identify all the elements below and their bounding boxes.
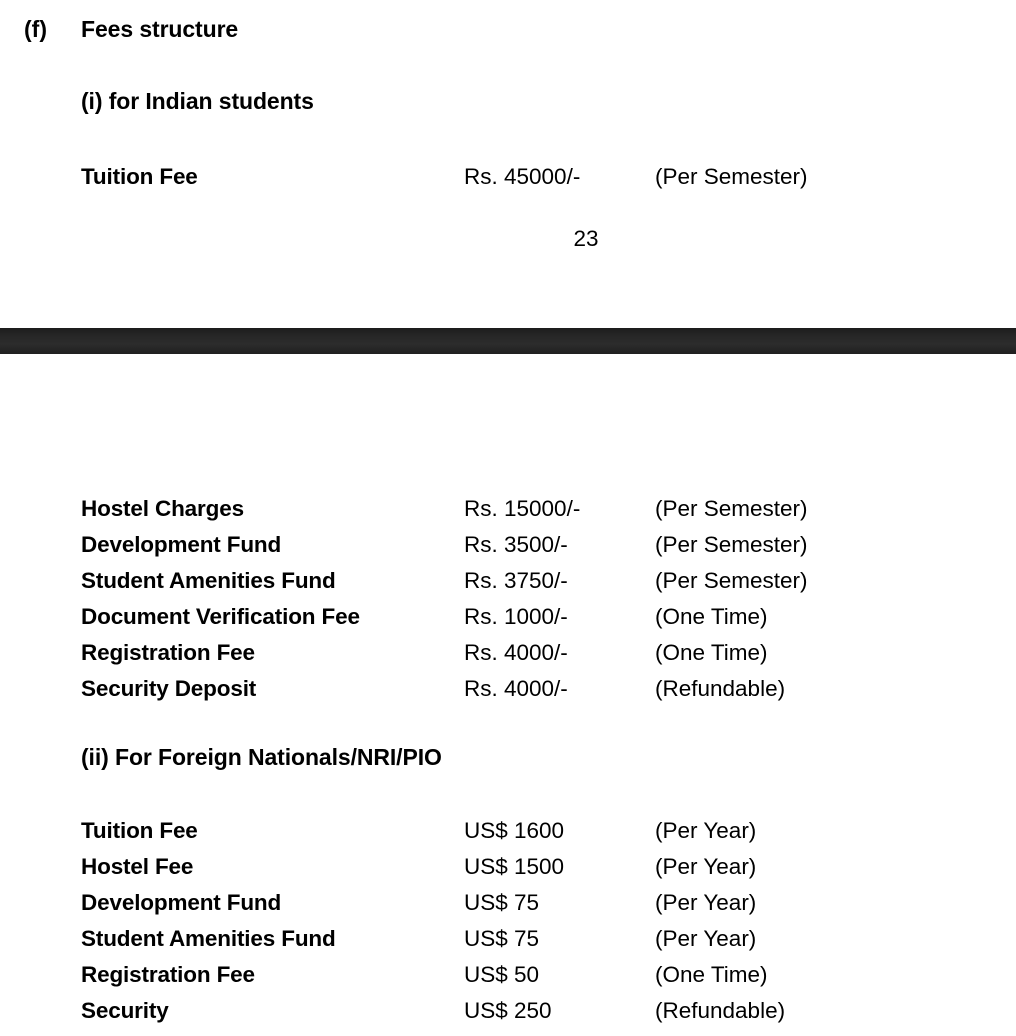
- table-row: [0, 159, 1016, 195]
- indian-fee-label: Student Amenities Fund: [81, 568, 336, 593]
- indian-fee-label: Document Verification Fee: [81, 604, 360, 629]
- foreign-fee-note: (Per Year): [655, 818, 757, 843]
- table-row: [0, 527, 1016, 563]
- indian-fee-note: (Per Semester): [655, 496, 808, 521]
- indian-fee-label: Registration Fee: [81, 640, 255, 665]
- foreign-fee-label: Security: [81, 998, 169, 1023]
- table-row: [0, 957, 1016, 993]
- foreign-fee-amount: US$ 75: [464, 890, 540, 915]
- page-number: 23: [573, 226, 599, 251]
- foreign-fee-note: (One Time): [655, 962, 768, 987]
- foreign-fee-amount: US$ 75: [464, 926, 540, 951]
- indian-fee-label: Security Deposit: [81, 676, 257, 701]
- table-row: [0, 921, 1016, 957]
- table-row: [0, 491, 1016, 527]
- indian-fee-label: Hostel Charges: [81, 496, 244, 521]
- page-separator-band: [0, 328, 1016, 354]
- indian-fee-amount: Rs. 15000/-: [464, 496, 581, 521]
- foreign-fee-amount: US$ 1600: [464, 818, 565, 843]
- indian-fee-amount: Rs. 4000/-: [464, 676, 568, 701]
- foreign-fee-amount: US$ 250: [464, 998, 552, 1023]
- foreign-nationals-heading: (ii) For Foreign Nationals/NRI/PIO: [81, 744, 442, 770]
- indian-fee-amount: Rs. 1000/-: [464, 604, 568, 629]
- indian-fee-amount: Rs. 3500/-: [464, 532, 568, 557]
- page-title: Fees structure: [81, 16, 239, 42]
- indian-fee-note: (Per Semester): [655, 532, 808, 557]
- table-row: [0, 599, 1016, 635]
- foreign-fee-label: Tuition Fee: [81, 818, 198, 843]
- indian-fee-amount: Rs. 3750/-: [464, 568, 568, 593]
- foreign-fee-note: (Per Year): [655, 890, 757, 915]
- foreign-fee-amount: US$ 50: [464, 962, 540, 987]
- indian-fee-note: (One Time): [655, 640, 768, 665]
- foreign-fee-note: (Per Year): [655, 926, 757, 951]
- indian-fee-note: (One Time): [655, 604, 768, 629]
- indian-fee-label: Tuition Fee: [81, 164, 198, 189]
- indian-fee-note: (Per Semester): [655, 568, 808, 593]
- indian-fees-table-lower: [0, 491, 1016, 707]
- indian-fee-note: (Per Semester): [655, 164, 808, 189]
- foreign-fee-amount: US$ 1500: [464, 854, 565, 879]
- indian-fee-label: Development Fund: [81, 532, 282, 557]
- indian-students-heading: (i) for Indian students: [81, 88, 314, 114]
- section-marker: (f): [24, 16, 47, 42]
- table-row: [0, 563, 1016, 599]
- indian-fee-note: (Refundable): [655, 676, 786, 701]
- foreign-fee-label: Student Amenities Fund: [81, 926, 336, 951]
- table-row: [0, 813, 1016, 849]
- table-row: [0, 849, 1016, 885]
- indian-fee-amount: Rs. 45000/-: [464, 164, 581, 189]
- table-row: [0, 635, 1016, 671]
- foreign-fees-table: [0, 813, 1016, 1029]
- foreign-fee-label: Registration Fee: [81, 962, 255, 987]
- table-row: [0, 671, 1016, 707]
- table-row: [0, 993, 1016, 1029]
- foreign-fee-label: Development Fund: [81, 890, 282, 915]
- table-row: [0, 885, 1016, 921]
- foreign-fee-note: (Per Year): [655, 854, 757, 879]
- indian-fee-amount: Rs. 4000/-: [464, 640, 568, 665]
- foreign-fee-note: (Refundable): [655, 998, 786, 1023]
- indian-fees-table-upper: [0, 159, 1016, 195]
- foreign-fee-label: Hostel Fee: [81, 854, 194, 879]
